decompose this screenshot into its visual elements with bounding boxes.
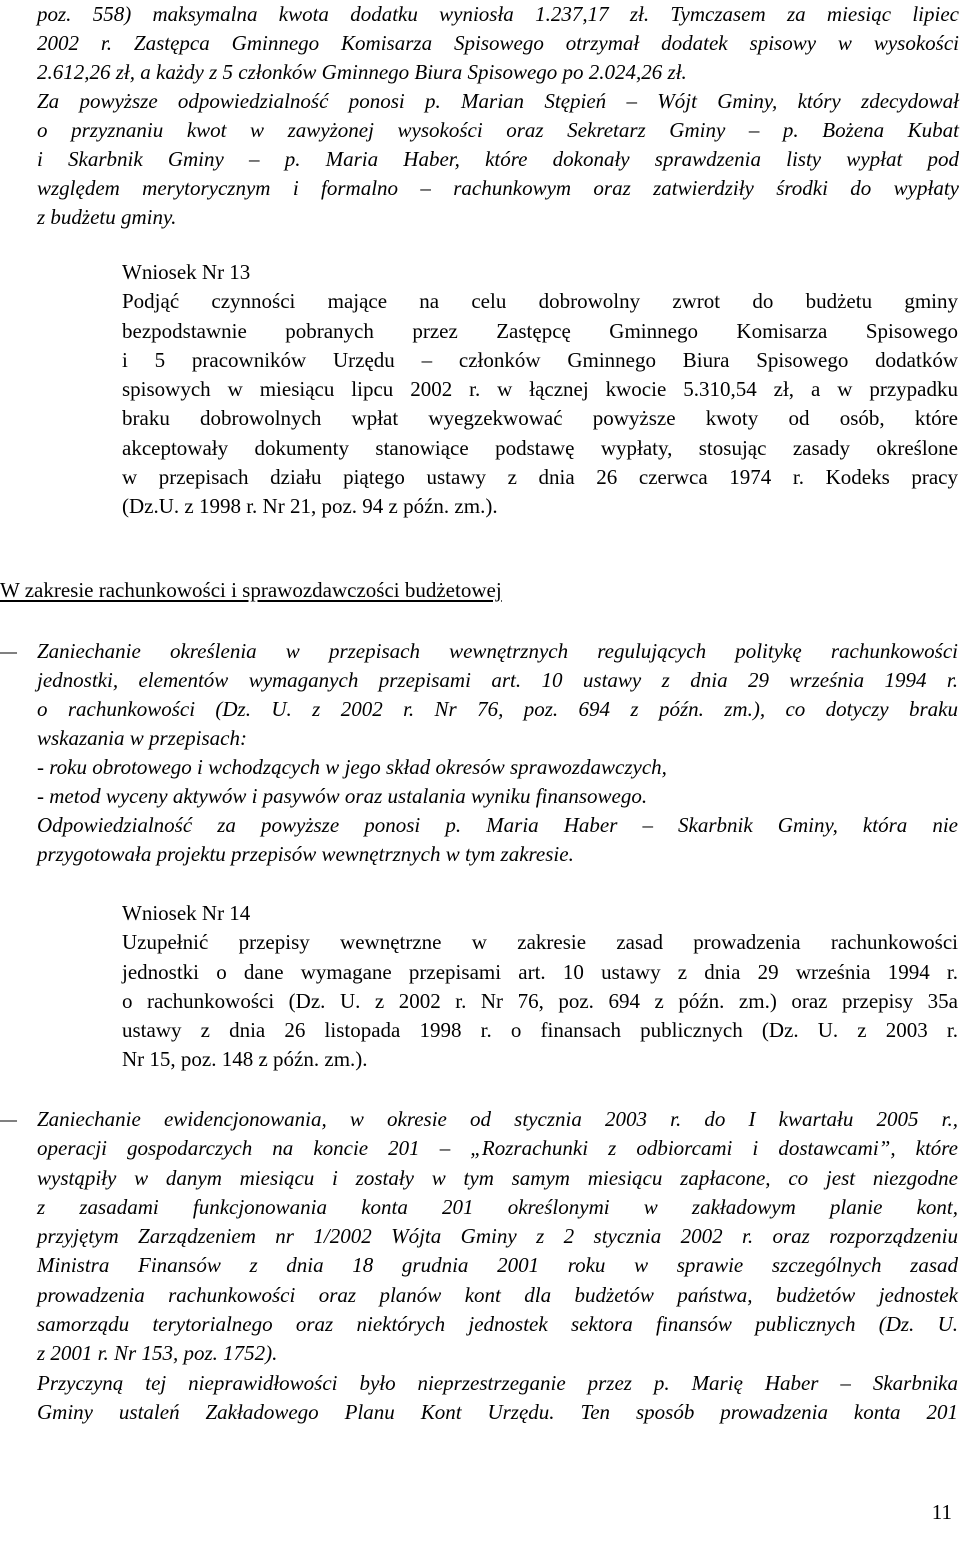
text-line: z budżetu gminy.	[37, 205, 177, 229]
text-line: bezpodstawnie pobranych przez Zastępcę Gminnego Komisarza Spisowego	[122, 318, 958, 343]
text-line: przygotowała projektu przepisów wewnętrznych w tym zakresie.	[37, 842, 574, 866]
wniosek-13	[122, 258, 958, 522]
text-line: wystąpiły w danym miesiącu i zostały w tym samym miesiącu zapłacone, co jest niezgodne	[37, 1165, 958, 1190]
text-line: ustawy z dnia 26 listopada 1998 r. o finansach publicznych (Dz. U. z 2003 r.	[122, 1018, 958, 1043]
wniosek-13-title: Wniosek Nr 13	[122, 260, 251, 284]
text-line: Podjąć czynności mające na celu dobrowolny zwrot do budżetu gminy	[122, 289, 958, 314]
text-line: poz. 558) maksymalna kwota dodatku wyniosła 1.237,17 zł. Tymczasem za miesiąc lipiec	[37, 2, 959, 26]
text-line: prowadzenia rachunkowości oraz planów kont dla budżetów państwa, budżetów jednostek	[37, 1282, 958, 1307]
text-line: przyjętym Zarządzeniem nr 1/2002 Wójta Gminy z 2 stycznia 2002 r. oraz rozporządzeniu	[37, 1224, 958, 1249]
text-line: Ministra Finansów z dnia 18 grudnia 2001 roku w sprawie szczególnych zasad	[37, 1253, 958, 1278]
sub-item: - roku obrotowego i wchodzących w jego skład okresów sprawozdawczych,	[37, 755, 667, 779]
text-line: o rachunkowości (Dz. U. z 2002 r. Nr 76, poz. 694 z późn. zm.), co dotyczy braku	[37, 697, 958, 721]
text-line: spisowych w miesiącu lipcu 2002 r. w łącznej kwocie 5.310,54 zł, a w przypadku	[122, 377, 958, 402]
text-line: względem merytorycznym i formalno – rachunkowym oraz zatwierdziły środki do wypłaty	[37, 176, 959, 200]
text-line: w przepisach działu piątego ustawy z dnia 26 czerwca 1974 r. Kodeks pracy	[122, 465, 958, 490]
page-number: 11	[931, 1500, 952, 1524]
text-line: Gminy ustaleń Zakładowego Planu Kont Urzędu. Ten sposób prowadzenia konta 201	[37, 1399, 958, 1424]
finding-1	[0, 637, 958, 869]
text-line: i 5 pracowników Urzędu – członków Gminnego Biura Spisowego dodatków	[122, 347, 958, 372]
finding-2	[0, 1105, 958, 1427]
wniosek-14	[122, 899, 958, 1075]
text-line: o rachunkowości (Dz. U. z 2002 r. Nr 76, poz. 694 z późn. zm.) oraz przepisy 35a	[122, 988, 958, 1013]
text-line: jednostki o dane wymagane przepisami art. 10 ustawy z dnia 29 września 1994 r.	[122, 959, 958, 984]
text-line: Odpowiedzialność za powyższe ponosi p. Maria Haber – Skarbnik Gminy, która nie	[37, 813, 958, 837]
text-line: Uzupełnić przepisy wewnętrzne w zakresie zasad prowadzenia rachunkowości	[122, 930, 958, 955]
text-line: z zasadami funkcjonowania konta 201 określonymi w zakładowym planie kont,	[37, 1194, 958, 1219]
dash-marker: –	[0, 1107, 17, 1131]
text-line: Przyczyną tej nieprawidłowości było nieprzestrzeganie przez p. Marię Haber – Skarbnika	[37, 1370, 958, 1395]
section-heading	[0, 576, 900, 605]
text-line: akceptowały dokumenty stanowiące podstawę wypłaty, stosując zasady określone	[122, 435, 958, 460]
wniosek-14-title: Wniosek Nr 14	[122, 901, 251, 925]
text-line: o przyznaniu kwot w zawyżonej wysokości oraz Sekretarz Gminy – p. Bożena Kubat	[37, 118, 959, 142]
text-line: Zaniechanie określenia w przepisach wewnętrznych regulujących politykę rachunkowości	[37, 639, 958, 663]
text-line: (Dz.U. z 1998 r. Nr 21, poz. 94 z późn. zm.).	[122, 494, 498, 519]
text-line: braku dobrowolnych wpłat wyegzekwować powyższe kwoty od osób, które	[122, 406, 958, 431]
text-line: z 2001 r. Nr 153, poz. 1752).	[37, 1341, 278, 1366]
text-line: wskazania w przepisach:	[37, 726, 247, 750]
text-line: Za powyższe odpowiedzialność ponosi p. Marian Stępień – Wójt Gminy, który zdecydował	[37, 89, 959, 113]
text-line: Nr 15, poz. 148 z późn. zm.).	[122, 1047, 368, 1072]
dash-marker: –	[0, 639, 17, 663]
text-line: 2.612,26 zł, a każdy z 5 członków Gminnego Biura Spisowego po 2.024,26 zł.	[37, 60, 687, 84]
text-line: i Skarbnik Gminy – p. Maria Haber, które dokonały sprawdzenia listy wypłat pod	[37, 147, 959, 171]
text-line: 2002 r. Zastępca Gminnego Komisarza Spisowego otrzymał dodatek spisowy w wysokości	[37, 31, 959, 55]
text-line: operacji gospodarczych na koncie 201 – „Rozrachunki z odbiorcami i dostawcami”, które	[37, 1136, 958, 1161]
sub-item: - metod wyceny aktywów i pasywów oraz ustalania wyniku finansowego.	[37, 784, 648, 808]
text-line: Zaniechanie ewidencjonowania, w okresie od stycznia 2003 r. do I kwartału 2005 r.,	[37, 1107, 958, 1131]
text-line: jednostki, elementów wymaganych przepisami art. 10 ustawy z dnia 29 września 1994 r.	[37, 668, 958, 692]
top-paragraph	[37, 0, 959, 232]
section-heading-text: W zakresie rachunkowości i sprawozdawczości budżetowej	[0, 578, 502, 602]
text-line: samorządu terytorialnego oraz niektórych jednostek sektora finansów publicznych (Dz. U.	[37, 1312, 958, 1337]
